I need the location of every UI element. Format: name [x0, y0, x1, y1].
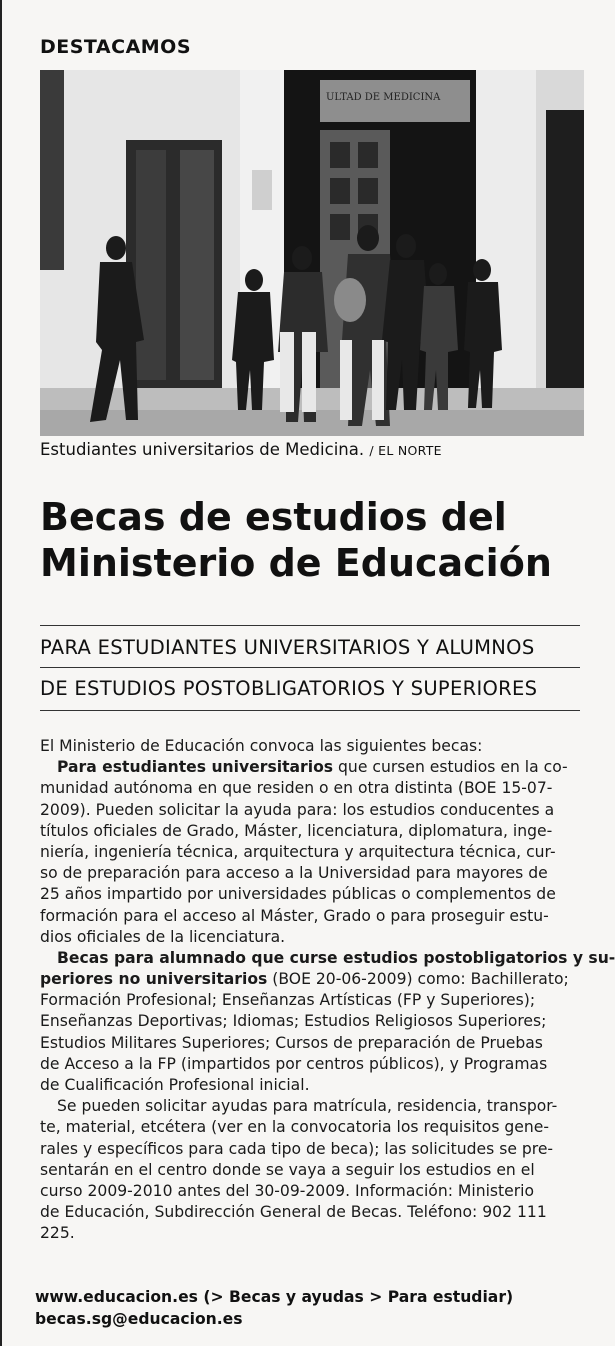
students-photo	[40, 70, 584, 436]
paragraph-3-line-4: sentarán en el centro donde se vaya a seguir los estudios en el	[40, 1160, 535, 1179]
paragraph-1-line-3: 2009). Pueden solicitar la ayuda para: los estudios conducentes a	[40, 800, 555, 819]
caption-text: Estudiantes universitarios de Medicina.	[40, 440, 365, 459]
headline-line-2: Ministerio de Educación	[40, 541, 552, 585]
subhead-line-2: DE ESTUDIOS POSTOBLIGATORIOS Y SUPERIORES	[40, 677, 538, 700]
subhead-line-1: PARA ESTUDIANTES UNIVERSITARIOS Y ALUMNOS	[40, 636, 535, 659]
paragraph-1-line-2: munidad autónoma en que residen o en otra distinta (BOE 15-07-	[40, 779, 553, 798]
paragraph-1-line-7: 25 años impartido por universidades públicas o complementos de	[40, 885, 556, 904]
paragraph-2-line-1	[40, 948, 615, 969]
paragraph-2-line-4: Enseñanzas Deportivas; Idiomas; Estudios Religiosos Superiores;	[40, 1012, 547, 1031]
paragraph-3-line-1: Se pueden solicitar ayudas para matrícula, residencia, transpor-	[57, 1097, 558, 1116]
contact-links	[35, 1286, 513, 1330]
paragraph-1-lead: Para estudiantes universitarios	[57, 758, 334, 777]
paragraph-2-line-2: periores no universitarios (BOE 20-06-2009) como: Bachillerato;	[40, 970, 569, 989]
paragraph-3-line-5: curso 2009-2010 antes del 30-09-2009. Información: Ministerio	[40, 1181, 535, 1200]
headline-line-1: Becas de estudios del	[40, 495, 507, 539]
photo-illustration	[40, 70, 584, 436]
email-link[interactable]: becas.sg@educacion.es	[35, 1310, 243, 1328]
paragraph-2-line-5: Estudios Militares Superiores; Cursos de preparación de Pruebas	[40, 1033, 543, 1052]
column-rule	[0, 0, 2, 1346]
paragraph-1-line-4: títulos oficiales de Grado, Máster, licenciatura, diplomatura, inge-	[40, 821, 553, 840]
rule-top	[40, 625, 580, 626]
paragraph-3-line-6: de Educación, Subdirección General de Becas. Teléfono: 902 111	[40, 1203, 547, 1222]
paragraph-2-line-3: Formación Profesional; Enseñanzas Artísticas (FP y Superiores);	[40, 991, 536, 1010]
paragraph-1-line-6: so de preparación para acceso a la Universidad para mayores de	[40, 864, 548, 883]
paragraph-1-line-5: niería, ingeniería técnica, arquitectura y arquitectura técnica, cur-	[40, 842, 556, 861]
paragraph-2-lead-1: Becas para alumnado que curse estudios postobligatorios y su-	[57, 948, 615, 967]
paragraph-3-line-7: 225.	[40, 1224, 75, 1243]
paragraph-2-line-7: de Cualificación Profesional inicial.	[40, 1076, 310, 1094]
paragraph-3-line-3: rales y específicos para cada tipo de beca); las solicitudes se pre-	[40, 1139, 554, 1158]
photo-credit: / EL NORTE	[369, 443, 442, 458]
rule-middle	[40, 667, 580, 668]
headline	[40, 494, 600, 586]
paragraph-1-line-9: dios oficiales de la licenciatura.	[40, 927, 286, 946]
paragraph-2-lead-2: periores no universitarios	[40, 970, 268, 989]
photo-caption	[40, 440, 442, 459]
article-body	[40, 736, 615, 1245]
photo-sign-text: ULTAD DE MEDICINA	[326, 92, 441, 103]
intro-line: El Ministerio de Educación convoca las siguientes becas:	[40, 737, 483, 755]
rule-bottom	[40, 710, 580, 711]
paragraph-1-line-1: Para estudiantes universitarios que cursen estudios en la co-	[57, 758, 568, 777]
paragraph-1-line-8: formación para el acceso al Máster, Grado o para proseguir estu-	[40, 906, 549, 925]
section-label: DESTACAMOS	[40, 36, 192, 58]
website-link[interactable]: www.educacion.es (> Becas y ayudas > Para estudiar)	[35, 1288, 514, 1306]
paragraph-2-line-6: de Acceso a la FP (impartidos por centros públicos), y Programas	[40, 1054, 548, 1073]
paragraph-3-line-2: te, material, etcétera (ver en la convocatoria los requisitos gene-	[40, 1118, 550, 1137]
